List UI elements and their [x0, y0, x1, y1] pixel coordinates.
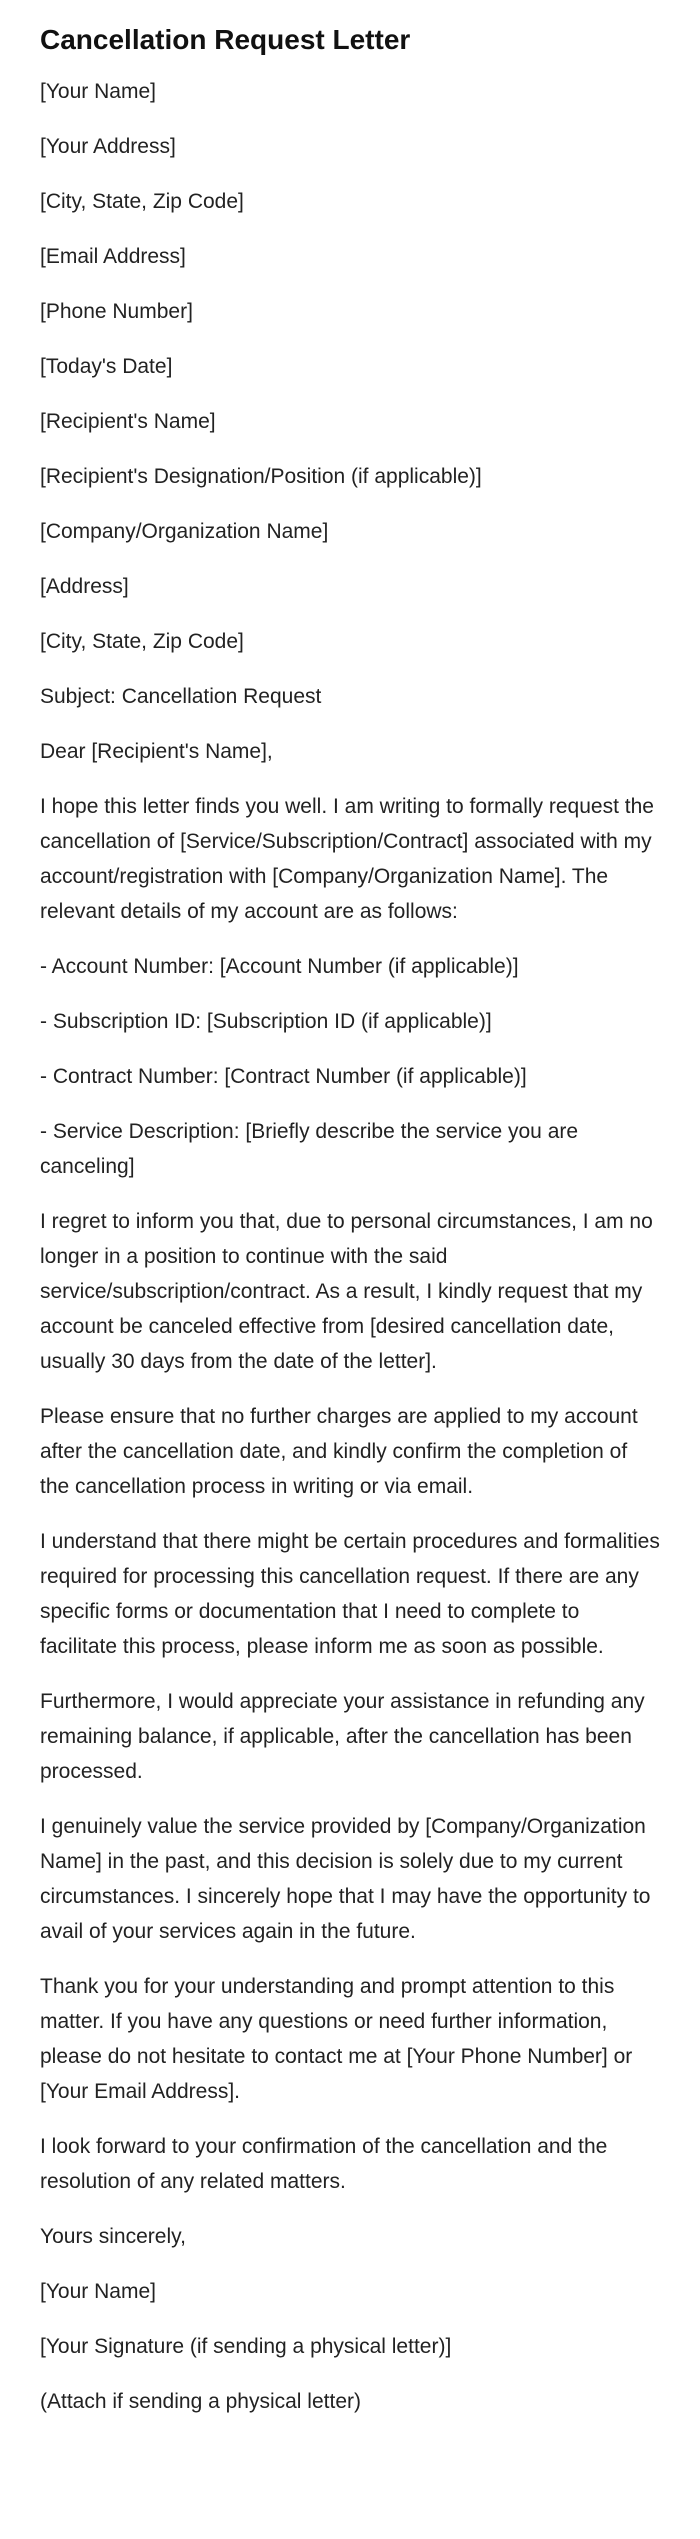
intro-paragraph: I hope this letter finds you well. I am writing to formally request the cancellation of [Service/Subscription/Contract] associated with my account/registration with [Company/Organization Name]. The relevant details of my account are as follows:	[40, 795, 654, 923]
sender-email: [Email Address]	[40, 245, 186, 268]
page-title: Cancellation Request Letter	[40, 24, 411, 55]
sender-address: [Your Address]	[40, 135, 176, 158]
letter-document	[40, 20, 660, 2419]
body-paragraph-closing: I look forward to your confirmation of the cancellation and the resolution of any related matters.	[40, 2135, 608, 2193]
detail-subscription-id: - Subscription ID: [Subscription ID (if applicable)]	[40, 1010, 492, 1033]
body-paragraph-charges: Please ensure that no further charges are applied to my account after the cancellation date, and kindly confirm the completion of the cancellation process in writing or via email.	[40, 1405, 638, 1498]
detail-contract-number: - Contract Number: [Contract Number (if applicable)]	[40, 1065, 527, 1088]
recipient-designation: [Recipient's Designation/Position (if applicable)]	[40, 465, 482, 488]
body-paragraph-refund: Furthermore, I would appreciate your assistance in refunding any remaining balance, if applicable, after the cancellation has been processed.	[40, 1690, 645, 1783]
letter-date: [Today's Date]	[40, 355, 173, 378]
recipient-address: [Address]	[40, 575, 129, 598]
salutation: Dear [Recipient's Name],	[40, 740, 273, 763]
body-paragraph-contact: Thank you for your understanding and prompt attention to this matter. If you have any questions or need further information, please do not hesitate to contact me at [Your Phone Number] or [Your Email Address].	[40, 1975, 633, 2103]
recipient-name: [Recipient's Name]	[40, 410, 216, 433]
signature-line: [Your Signature (if sending a physical letter)]	[40, 2335, 452, 2358]
sender-city-state-zip: [City, State, Zip Code]	[40, 190, 244, 213]
signoff-name: [Your Name]	[40, 2280, 156, 2303]
sender-name: [Your Name]	[40, 80, 156, 103]
recipient-city-state-zip: [City, State, Zip Code]	[40, 630, 244, 653]
body-paragraph-reason: I regret to inform you that, due to personal circumstances, I am no longer in a position to continue with the said service/subscription/contract. As a result, I kindly request that my account be canceled effective from [desired cancellation date, usually 30 days from the date of the letter].	[40, 1210, 653, 1373]
sender-phone: [Phone Number]	[40, 300, 193, 323]
detail-account-number: - Account Number: [Account Number (if applicable)]	[40, 955, 519, 978]
subject-line: Subject: Cancellation Request	[40, 685, 322, 708]
recipient-company: [Company/Organization Name]	[40, 520, 329, 543]
body-paragraph-procedures: I understand that there might be certain procedures and formalities required for processing this cancellation request. If there are any specific forms or documentation that I need to complete to facilitate this process, please inform me as soon as possible.	[40, 1530, 660, 1658]
closing: Yours sincerely,	[40, 2225, 186, 2248]
body-paragraph-appreciation: I genuinely value the service provided by [Company/Organization Name] in the past, and this decision is solely due to my current circumstances. I sincerely hope that I may have the opportunity to avail of your services again in the future.	[40, 1815, 651, 1943]
detail-service-description: - Service Description: [Briefly describe the service you are canceling]	[40, 1120, 579, 1178]
attachment-note: (Attach if sending a physical letter)	[40, 2390, 361, 2413]
